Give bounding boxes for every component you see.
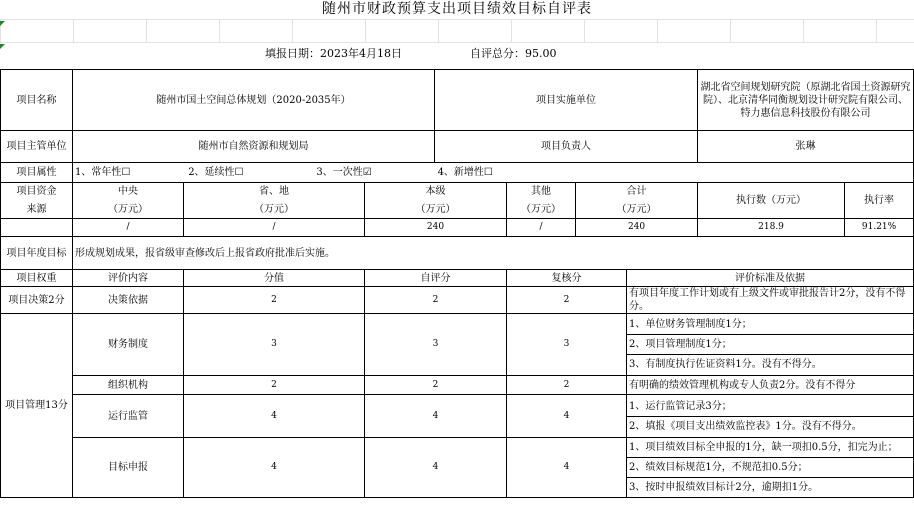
funding-header-local: 本级 <box>365 183 507 201</box>
project-attr-label: 项目属性 <box>1 163 73 183</box>
eval-criteria <box>627 314 914 376</box>
funding-header-central: 中央 <box>73 183 184 201</box>
header-weight: 项目权重 <box>1 270 73 287</box>
exec-rate-label: 执行率 <box>845 183 914 219</box>
attr-option: 3、一次性☑ <box>316 167 372 178</box>
table-row <box>1 287 914 314</box>
eval-criteria <box>627 438 914 498</box>
table-row <box>1 237 914 270</box>
funding-header-other: 其他 <box>507 183 576 201</box>
eval-content: 决策依据 <box>73 287 184 314</box>
eval-review-score: 2 <box>507 287 627 314</box>
project-leader-label: 项目负责人 <box>435 131 698 163</box>
project-attrs <box>73 163 914 183</box>
table-row <box>1 70 914 131</box>
funding-value-total: 240 <box>576 219 698 237</box>
header-score: 分值 <box>184 270 365 287</box>
criteria-line: 2、填报《项目支出绩效监控表》1分。没有不得分。 <box>627 416 913 436</box>
funding-header-total: 合计 <box>576 183 698 201</box>
funding-label: 项目资金 <box>1 183 73 201</box>
criteria-line: 1、单位财务管理制度1分； <box>629 319 752 330</box>
evaluation-table <box>0 69 914 498</box>
fill-date: 填报日期：2023年4月18日 <box>265 47 402 60</box>
table-row <box>1 314 914 376</box>
eval-criteria <box>627 395 914 438</box>
funding-unit: （万元） <box>365 201 507 219</box>
eval-self-score: 2 <box>365 287 507 314</box>
criteria-line: 2、绩效目标规范1分，不规范扣0.5分； <box>627 457 913 477</box>
divider <box>0 42 914 43</box>
criteria-line: 1、运行监管记录3分； <box>629 400 732 412</box>
page-title: 随州市财政预算支出项目绩效目标自评表 <box>322 1 592 17</box>
project-dept-label: 项目主管单位 <box>1 131 73 163</box>
eval-self-score: 3 <box>365 314 507 376</box>
eval-score: 4 <box>184 395 365 438</box>
eval-content: 组织机构 <box>73 376 184 395</box>
exec-rate: 91.21% <box>845 219 914 237</box>
eval-review-score: 3 <box>507 314 627 376</box>
funding-blank <box>1 219 73 237</box>
header-review-score: 复核分 <box>507 270 627 287</box>
funding-unit: （万元） <box>576 201 698 219</box>
eval-criteria: 有明确的绩效管理机构或专人负责2分。没有不得分 <box>627 376 914 395</box>
table-row <box>1 376 914 395</box>
criteria-line: 1、项目绩效目标全申报的1分，缺一项扣0.5分，扣完为止； <box>629 442 898 453</box>
header-content: 评价内容 <box>73 270 184 287</box>
spreadsheet-gridlines <box>0 20 914 42</box>
eval-content: 运行监管 <box>73 395 184 438</box>
attr-option: 2、延续性☐ <box>188 167 244 178</box>
project-unit: 湖北省空间规划研究院（原湖北省国土资源研究院）、北京清华同衡规划设计研究院有限公司、特力惠信息科技股份有限公司 <box>698 70 914 131</box>
eval-review-score: 4 <box>507 438 627 498</box>
project-unit-label: 项目实施单位 <box>435 70 698 131</box>
eval-content: 财务制度 <box>73 314 184 376</box>
eval-weight: 项目管理13分 <box>1 314 73 498</box>
criteria-line: 2、项目管理制度1分； <box>627 334 913 354</box>
criteria-line: 3、按时申报绩效目标计2分，逾期扣1分。 <box>627 477 913 497</box>
funding-label: 来源 <box>1 201 73 219</box>
table-row <box>1 395 914 438</box>
funding-value-other: / <box>507 219 576 237</box>
eval-weight: 项目决策2分 <box>1 287 73 314</box>
header-self-score: 自评分 <box>365 270 507 287</box>
goal-text: 形成规划成果，报省级审查修改后上报省政府批准后实施。 <box>73 237 914 270</box>
eval-content: 目标申报 <box>73 438 184 498</box>
exec-amount-label: 执行数（万元） <box>698 183 845 219</box>
table-row <box>1 438 914 498</box>
funding-value-province: / <box>184 219 365 237</box>
cell-marker-icon <box>0 21 5 26</box>
funding-unit: （万元） <box>507 201 576 219</box>
exec-amount: 218.9 <box>698 219 845 237</box>
table-row <box>1 131 914 163</box>
criteria-line: 3、有制度执行佐证资料1分。没有不得分。 <box>627 354 913 374</box>
project-name-label: 项目名称 <box>1 70 73 131</box>
eval-score: 2 <box>184 376 365 395</box>
table-row <box>1 270 914 287</box>
eval-criteria: 有项目年度工作计划或有上级文件或审批报告计2分，没有不得分。 <box>627 287 914 314</box>
funding-header-province: 省、地 <box>184 183 365 201</box>
table-row <box>1 163 914 183</box>
eval-review-score: 2 <box>507 376 627 395</box>
eval-score: 2 <box>184 287 365 314</box>
funding-unit: （万元） <box>184 201 365 219</box>
total-score: 自评总分：95.00 <box>470 47 557 60</box>
cell-marker-icon <box>0 44 5 49</box>
eval-score: 3 <box>184 314 365 376</box>
project-dept: 随州市自然资源和规划局 <box>73 131 435 163</box>
funding-value-central: / <box>73 219 184 237</box>
funding-unit: （万元） <box>73 201 184 219</box>
eval-review-score: 4 <box>507 395 627 438</box>
project-leader: 张琳 <box>698 131 914 163</box>
eval-self-score: 4 <box>365 438 507 498</box>
header-criteria: 评价标准及依据 <box>627 270 914 287</box>
eval-self-score: 4 <box>365 395 507 438</box>
table-row <box>1 219 914 237</box>
eval-score: 4 <box>184 438 365 498</box>
attr-option: 1、常年性☐ <box>75 167 131 178</box>
table-row <box>1 183 914 201</box>
attr-option: 4、新增性☐ <box>437 167 493 178</box>
project-name: 随州市国土空间总体规划（2020-2035年） <box>73 70 435 131</box>
funding-value-local: 240 <box>365 219 507 237</box>
eval-self-score: 2 <box>365 376 507 395</box>
goal-label: 项目年度目标 <box>1 237 73 270</box>
